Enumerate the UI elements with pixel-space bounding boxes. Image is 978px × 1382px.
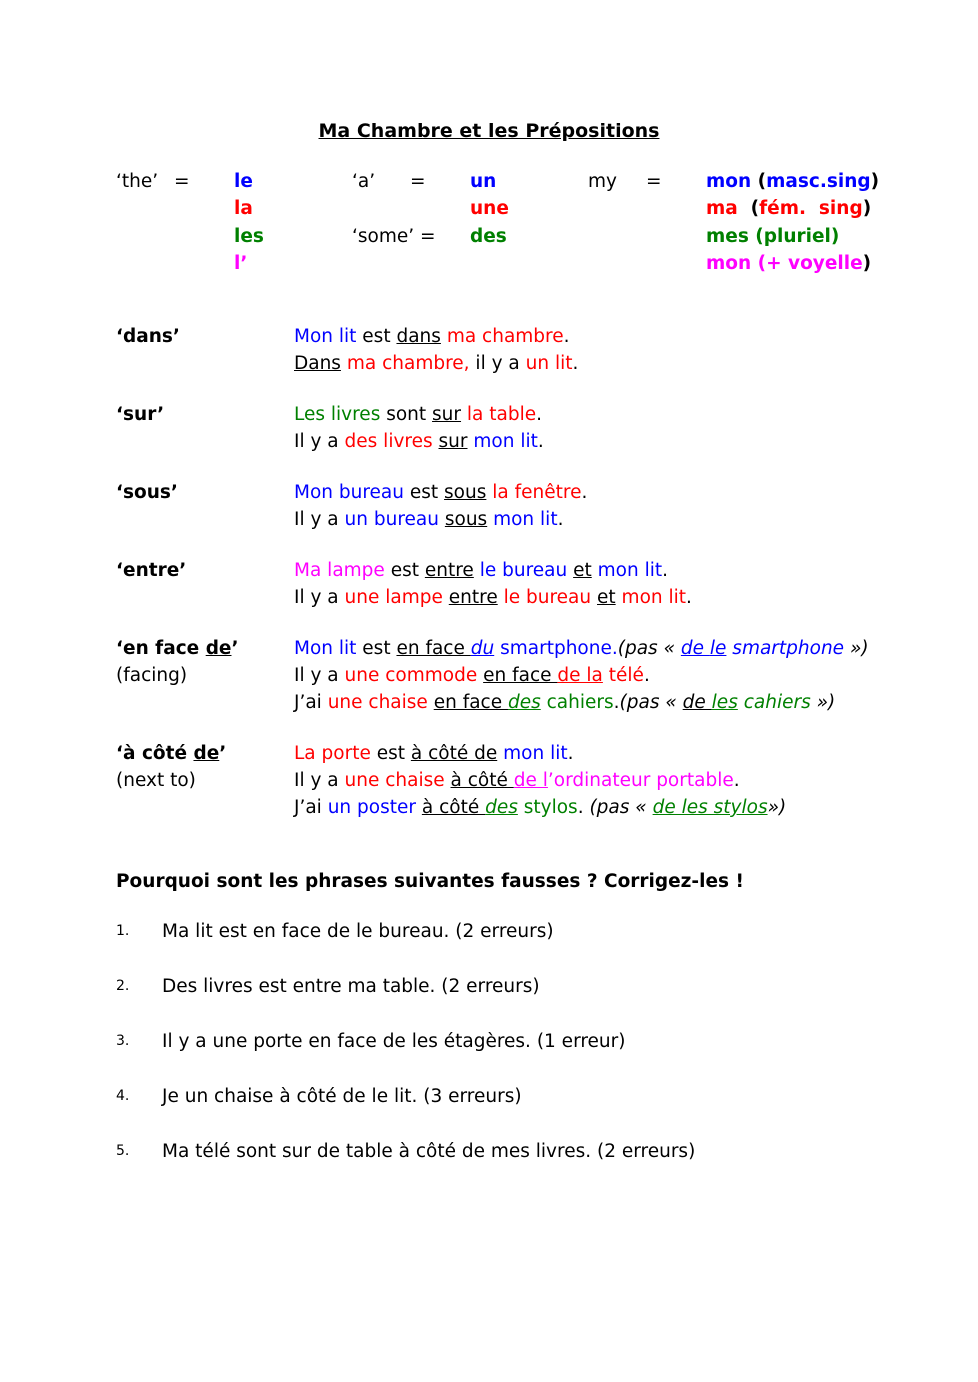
- text-fragment: de l: [513, 770, 548, 791]
- text-fragment: dans: [396, 326, 441, 347]
- example-sous-2: [294, 506, 563, 533]
- article-la: la: [234, 198, 253, 219]
- text-fragment: (: [750, 198, 760, 219]
- text-fragment: mon lit: [621, 587, 687, 608]
- example-a-cote-2: [294, 767, 740, 794]
- possessive-mes: [706, 223, 839, 250]
- text-fragment: (pas «: [617, 638, 681, 659]
- prep-label-en-face-de: [116, 635, 239, 662]
- text-fragment: mon lit: [473, 431, 538, 452]
- example-sur-1: [294, 401, 542, 428]
- text-fragment: des: [507, 692, 541, 713]
- text-fragment: un poster: [327, 797, 416, 818]
- text-fragment: un bureau: [344, 509, 439, 530]
- text-fragment: à côté: [450, 770, 514, 791]
- text-fragment: la fenêtre: [492, 482, 582, 503]
- exercise-heading: Pourquoi sont les phrases suivantes fausses ? Corrigez-les !: [116, 871, 744, 892]
- text-fragment: sont: [380, 404, 433, 425]
- text-fragment: Il y a: [294, 665, 345, 686]
- text-fragment: de les stylos: [652, 797, 768, 818]
- text-fragment: (pluriel): [755, 226, 840, 247]
- possessive-mon-voyelle: [706, 250, 871, 277]
- text-fragment: Je un chaise à côté de le lit. (3 erreurs): [162, 1086, 522, 1107]
- article-le: le: [234, 171, 253, 192]
- equals-sign: =: [174, 171, 190, 192]
- text-fragment: à côté de: [410, 743, 498, 764]
- text-fragment: à côté: [421, 797, 486, 818]
- example-en-face-2: [294, 662, 650, 689]
- prep-label-a-cote-de: [116, 740, 226, 767]
- example-a-cote-1: [294, 740, 574, 767]
- text-fragment: la table: [466, 404, 537, 425]
- text-fragment: sous: [444, 509, 488, 530]
- list-item: [0, 973, 978, 1000]
- text-fragment: mon: [706, 253, 752, 274]
- a-label: ‘a’: [352, 171, 376, 192]
- prep-sub-facing: (facing): [116, 665, 188, 686]
- article-l: l’: [234, 253, 248, 274]
- text-fragment: Mon bureau: [294, 482, 404, 503]
- text-fragment: Mon lit: [294, 638, 357, 659]
- prep-label-dans: ‘dans’: [116, 326, 180, 347]
- text-fragment: cahiers: [737, 692, 811, 713]
- text-fragment: fém.: [759, 198, 807, 219]
- text-fragment: 1.: [116, 923, 130, 939]
- text-fragment: mon: [706, 171, 752, 192]
- list-item: [0, 1083, 978, 1110]
- text-fragment: un lit: [525, 353, 573, 374]
- text-fragment: 5.: [116, 1143, 130, 1159]
- example-sur-2: [294, 428, 544, 455]
- prep-sub-next-to: (next to): [116, 770, 196, 791]
- text-fragment: Les livres: [294, 404, 381, 425]
- text-fragment: ’ordinateur portable: [547, 770, 734, 791]
- text-fragment: de: [193, 743, 220, 764]
- text-fragment: .: [613, 692, 620, 713]
- article-une: une: [470, 198, 509, 219]
- text-fragment: Ma télé sont sur de table à côté de mes livres. (2 erreurs): [162, 1141, 696, 1162]
- text-fragment: le bureau: [503, 587, 592, 608]
- text-fragment: (pas «: [619, 692, 683, 713]
- text-fragment: smartphone: [500, 638, 612, 659]
- text-fragment: Il y a: [294, 587, 345, 608]
- text-fragment: en face: [483, 665, 558, 686]
- possessive-mon: [706, 168, 879, 195]
- text-fragment: est: [356, 638, 397, 659]
- text-fragment: ‘à côté: [116, 743, 194, 764]
- text-fragment: mon lit: [503, 743, 568, 764]
- example-en-face-3: [294, 689, 835, 716]
- text-fragment: le: [709, 638, 727, 659]
- my-label: my: [588, 171, 617, 192]
- text-fragment: Il y a une porte en face de les étagères. (1 erreur): [162, 1031, 626, 1052]
- possessive-ma: [706, 195, 871, 222]
- text-fragment: 3.: [116, 1033, 130, 1049]
- text-fragment: (+ voyelle: [757, 253, 863, 274]
- text-fragment: ma chambre: [446, 326, 564, 347]
- text-fragment: de: [682, 692, 712, 713]
- text-fragment: de: [205, 638, 232, 659]
- example-dans-2: [294, 350, 578, 377]
- text-fragment: .: [662, 560, 669, 581]
- text-fragment: de: [680, 638, 710, 659]
- page-title: Ma Chambre et les Prépositions: [318, 120, 660, 142]
- text-fragment: stylos: [517, 797, 578, 818]
- text-fragment: cahiers: [540, 692, 614, 713]
- text-fragment: sur: [432, 404, 462, 425]
- text-fragment: est: [384, 560, 425, 581]
- text-fragment: .: [733, 770, 740, 791]
- text-fragment: sur: [438, 431, 468, 452]
- list-item: [0, 1028, 978, 1055]
- text-fragment: ’: [231, 638, 239, 659]
- text-fragment: ma: [706, 198, 738, 219]
- some-label: ‘some’ =: [352, 226, 436, 247]
- text-fragment: de la: [557, 665, 603, 686]
- text-fragment: .: [567, 743, 574, 764]
- text-fragment: .: [643, 665, 650, 686]
- text-fragment: Ma lit est en face de le bureau. (2 erreurs): [162, 921, 554, 942]
- text-fragment: Il y a: [294, 770, 345, 791]
- text-fragment: une commode: [344, 665, 478, 686]
- the-label: ‘the’: [116, 171, 159, 192]
- article-un: un: [470, 171, 497, 192]
- text-fragment: .: [611, 638, 618, 659]
- text-fragment: Il y a: [294, 509, 345, 530]
- text-fragment: Il y a: [294, 431, 345, 452]
- text-fragment: masc.sing: [766, 171, 871, 192]
- text-fragment: ): [862, 253, 872, 274]
- text-fragment: .: [557, 509, 564, 530]
- example-a-cote-3: [294, 794, 786, 821]
- list-item: [0, 1138, 978, 1165]
- list-item: [0, 918, 978, 945]
- text-fragment: mon lit: [493, 509, 558, 530]
- text-fragment: (: [757, 171, 767, 192]
- example-en-face-1: [294, 635, 869, 662]
- text-fragment: Ma lampe: [294, 560, 385, 581]
- text-fragment: est: [404, 482, 445, 503]
- text-fragment: entre: [448, 587, 498, 608]
- prep-label-entre: ‘entre’: [116, 560, 187, 581]
- example-entre-2: [294, 584, 692, 611]
- text-fragment: »): [810, 692, 836, 713]
- article-des: des: [470, 226, 507, 247]
- prep-label-sous: ‘sous’: [116, 482, 178, 503]
- text-fragment: La porte: [294, 743, 371, 764]
- text-fragment: ma chambre,: [346, 353, 470, 374]
- text-fragment: .: [686, 587, 692, 608]
- text-fragment: entre: [424, 560, 474, 581]
- text-fragment: mes: [706, 226, 749, 247]
- example-sous-1: [294, 479, 587, 506]
- equals-sign: =: [410, 171, 426, 192]
- text-fragment: ): [862, 198, 872, 219]
- text-fragment: .: [581, 482, 588, 503]
- text-fragment: 2.: [116, 978, 130, 994]
- text-fragment: »): [767, 797, 787, 818]
- text-fragment: Mon lit: [294, 326, 357, 347]
- example-entre-1: [294, 557, 668, 584]
- text-fragment: et: [597, 587, 616, 608]
- text-fragment: »): [844, 638, 869, 659]
- text-fragment: est: [356, 326, 397, 347]
- text-fragment: J’ai: [294, 797, 328, 818]
- text-fragment: sous: [444, 482, 487, 503]
- text-fragment: et: [573, 560, 592, 581]
- text-fragment: une chaise: [344, 770, 445, 791]
- text-fragment: J’ai: [294, 692, 328, 713]
- text-fragment: ’: [219, 743, 227, 764]
- text-fragment: des livres: [344, 431, 433, 452]
- text-fragment: du: [470, 638, 495, 659]
- text-fragment: ): [870, 171, 880, 192]
- text-fragment: le bureau: [479, 560, 568, 581]
- text-fragment: en face: [396, 638, 471, 659]
- article-les: les: [234, 226, 264, 247]
- text-fragment: les: [711, 692, 738, 713]
- text-fragment: Des livres est entre ma table. (2 erreurs): [162, 976, 540, 997]
- text-fragment: une chaise: [327, 692, 428, 713]
- text-fragment: sing: [818, 198, 863, 219]
- text-fragment: .: [537, 431, 544, 452]
- text-fragment: 4.: [116, 1088, 130, 1104]
- text-fragment: des: [485, 797, 518, 818]
- text-fragment: en face: [433, 692, 508, 713]
- equals-sign: =: [646, 171, 662, 192]
- text-fragment: (pas «: [589, 797, 653, 818]
- text-fragment: .: [563, 326, 570, 347]
- text-fragment: Dans: [294, 353, 341, 374]
- text-fragment: .: [577, 797, 590, 818]
- example-dans-1: [294, 323, 570, 350]
- prep-label-sur: ‘sur’: [116, 404, 165, 425]
- text-fragment: est: [370, 743, 411, 764]
- text-fragment: .: [536, 404, 543, 425]
- text-fragment: ‘en face: [116, 638, 206, 659]
- text-fragment: mon lit: [597, 560, 663, 581]
- text-fragment: télé: [602, 665, 644, 686]
- text-fragment: une lampe: [344, 587, 443, 608]
- text-fragment: il y a: [469, 353, 526, 374]
- text-fragment: .: [572, 353, 579, 374]
- text-fragment: smartphone: [726, 638, 845, 659]
